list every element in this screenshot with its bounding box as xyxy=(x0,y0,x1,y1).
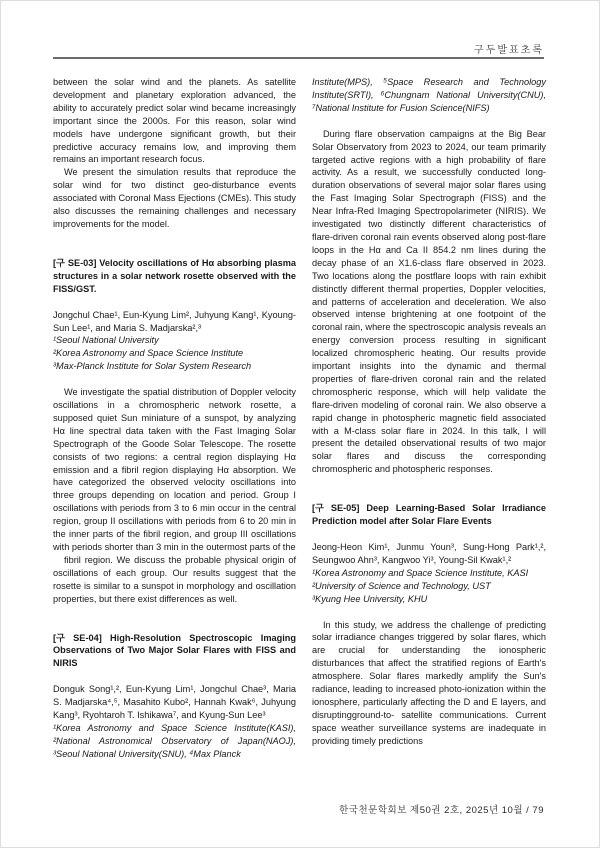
abstract-body-se03-p1: We investigate the spatial distribution of Doppler velocity oscillations in a chromospheric network rosette, a supposed quiet Sun miniature of a sunspot, by analyzing Hα line spectral data taken with the Fast Imaging Solar Spectrograph of the Goode Solar Telescope. The rosette consists of two regions: a central region displaying Hα emission and a fibril region displaying Hα absorption. We have categorized the observed velocity oscillations into three groups depending on location and period. Group I oscillations with periods from 3 to 6 min occur in the central region, group II oscillations with periods from 6 to 20 min in the inner parts of the fibril region, and group III oscillations with periods shorter than 3 min in the outermost parts of the xyxy=(53,387,296,552)
affiliation-line: ³Kyung Hee University, KHU xyxy=(312,593,428,604)
author-list-se03: Jongchul Chae¹, Eun-Kyung Lim², Juhyung Kang¹, Kyoung-Sun Lee¹, and Maria S. Madjarska²,³ xyxy=(53,309,296,333)
right-column xyxy=(312,76,546,748)
abstract-body-se05: In this study, we address the challenge of predicting solar irradiance changes triggered by solar flares, which are crucial for understanding the ionospheric disturbances that affect the stratified regions of Earth's atmosphere. Solar flares markedly amplify the Sun's radiance, leading to increased photo-ionization within the ionosphere, particularly affecting the D and E layers, and disruptingground-to- satellite communications. Current space weather surveillance systems are inadequate in providing timely predictions xyxy=(312,619,546,746)
author-list-se05: Jeong-Heon Kim¹, Junmu Youn³, Sung-Hong Park¹,², Seungwoo Ahn³, Kangwoo Yi³, Young-Sil Kwak¹,² xyxy=(312,542,546,565)
abstract-body-se04: During flare observation campaigns at the Big Bear Solar Observatory from 2023 to 2024, our team primarily targeted active regions with a high probability of flare activity. As a result, we successfully conducted long-duration observations of several major solar flares using the Fast Imaging Solar Spectrograph (FISS) and the Near Infra-Red Imaging Spectropolarimeter (NIRIS). We investigated two distinctly different characteristics of flare-driven coronal rain events observed along post-flare loops in the Hα and Ca II 854.2 nm lines during the decay phase of an X1.6-class flare observed in 2023. Two locations along the postflare loops with rain exhibit distinctly different thermal properties, Doppler velocities, and patterns of acceleration and deceleration. We also observed intense brightening at one footpoint of the coronal rain, where the spectroscopic analysis reveals an energy conversion process resulting in significant localized chromospheric heating. Our results provide important insights into the dynamic and thermal properties of flare-driven coronal rain and the related chromospheric response, which will help validate the flare-driven modeling of coronal rain. We also observe a rapid change in photospheric magnetic field associated with a M-class solar flare in 2024. In this talk, I will present the detailed observational results of two major solar flares and discuss the corresponding chromospheric and photospheric responses. xyxy=(312,128,546,475)
left-column xyxy=(53,76,296,761)
affiliation-line: ²University of Science and Technology, UST xyxy=(312,580,491,591)
section-heading-se03: [구 SE-03] Velocity oscillations of Hα absorbing plasma structures in a solar network rosette observed with the FISS/GST. xyxy=(53,257,296,294)
affiliation-line: ¹Seoul National University xyxy=(53,335,159,346)
affiliation-list-se03 xyxy=(53,334,296,373)
running-head: 구두발표초록 xyxy=(474,45,544,56)
intro-paragraph-continuation: between the solar wind and the planets. As satellite development and planetary exploration advanced, the ability to accurately predict solar wind became increasingly important since the 2000s. For this reason, solar wind models have undergone significant growth, but their predictive accuracy remains low, and improving them remains an important research focus. xyxy=(53,77,296,165)
affiliation-list-se05 xyxy=(312,567,546,606)
affiliation-line: ¹Korea Astronomy and Space Science Institute, KASI xyxy=(312,567,529,578)
header-rule xyxy=(53,57,544,59)
affiliation-list-se04: ¹Korea Astronomy and Space Science Institute(KASI), ²National Astronomical Observatory of Japan(NAOJ), ³Seoul National University(SNU), ⁴Max Planck xyxy=(53,722,296,759)
intro-paragraph-2: We present the simulation results that reproduce the solar wind for two distinct geo-disturbance events associated with Coronal Mass Ejections (CMEs). This study also discusses the remaining challenges and necessary improvements for the model. xyxy=(53,167,296,229)
section-heading-se05: [구 SE-05] Deep Learning-Based Solar Irradiance Prediction model after Solar Flare Events xyxy=(312,503,546,527)
abstract-body-se03-p2: fibril region. We discuss the probable physical origin of oscillations of each group. Our results suggest that the rosette is similar to a sunspot in morphology and oscillation properties, but there exist differences as well. xyxy=(53,554,296,604)
affiliation-line: ³Max-Planck Institute for Solar System Research xyxy=(53,361,252,372)
affiliation-line: ²Korea Astronomy and Space Science Institute xyxy=(53,348,244,359)
section-heading-se04: [구 SE-04] High-Resolution Spectroscopic Imaging Observations of Two Major Solar Flares with FISS and NIRIS xyxy=(53,632,296,669)
affiliation-list-se04-continued: Institute(MPS), ⁵Space Research and Technology Institute(SRTI), ⁶Chungnam National University(CNU), ⁷National Institute for Fusion Science(NIFS) xyxy=(312,77,546,113)
author-list-se04: Donguk Song¹,², Eun-Kyung Lim¹, Jongchul Chae³, Maria S. Madjarska⁴,⁵, Masahito Kubo², Hannah Kwak⁶, Juhyung Kang³, Ryohtaroh T. Ishikawa⁷, and Kyung-Sun Lee³ xyxy=(53,684,296,721)
page-footer: 한국천문학회보 제50권 2호, 2025년 10월 / 79 xyxy=(339,805,544,816)
